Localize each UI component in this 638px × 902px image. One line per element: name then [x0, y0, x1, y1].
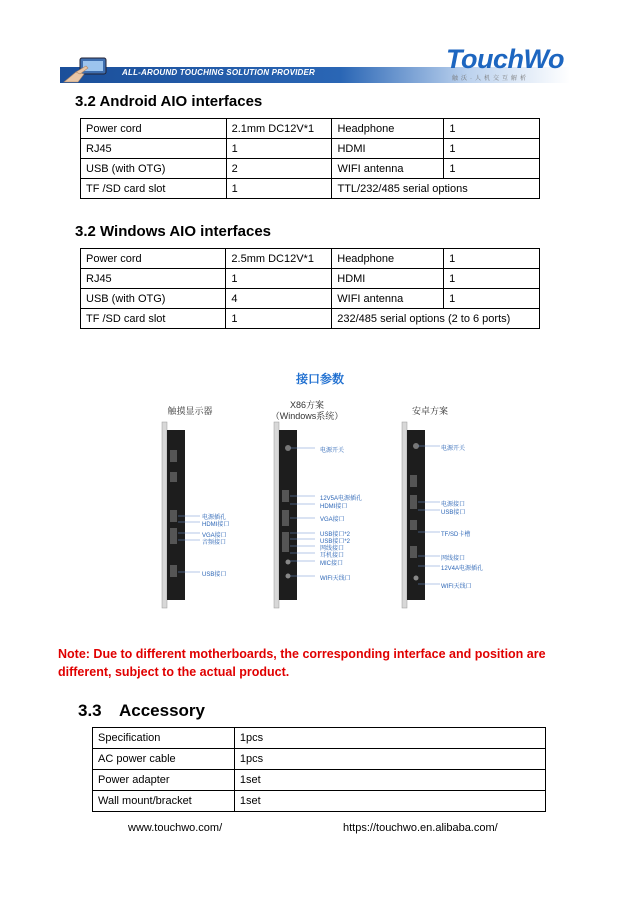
table-cell: 1: [444, 269, 540, 289]
table-cell: USB (with OTG): [81, 289, 226, 309]
table-cell: 1: [444, 289, 540, 309]
table-row: [81, 179, 540, 199]
brand-logo-subtitle: 触沃·人机交互解析: [452, 76, 529, 82]
table-row: [81, 269, 540, 289]
table-row: [81, 289, 540, 309]
table-cell: TF /SD card slot: [81, 179, 227, 199]
table-cell: WIFI antenna: [332, 159, 444, 179]
table-cell: 2.1mm DC12V*1: [226, 119, 332, 139]
callout-left-4: 音频接口: [202, 540, 227, 546]
callout-mid-3: HDMI接口: [320, 504, 348, 510]
callout-mid-10: WIFI天线口: [320, 576, 351, 582]
footer-website-link[interactable]: www.touchwo.com/: [128, 822, 223, 834]
panel-mid-label-1: X86方案: [289, 400, 324, 410]
table-cell: 1: [226, 139, 332, 159]
table-cell: HDMI: [332, 269, 444, 289]
table-cell: TF /SD card slot: [81, 309, 226, 329]
touch-hand-icon: [62, 54, 118, 84]
table-cell: 232/485 serial options (2 to 6 ports): [332, 309, 540, 329]
callout-right-6: 12V4A电源插孔: [441, 566, 484, 572]
middle-device-panel: [274, 422, 315, 608]
right-device-panel: [402, 422, 440, 608]
table-row: [93, 791, 546, 812]
callout-right-5: 网线接口: [441, 556, 466, 562]
callout-mid-6: USB接口*2: [320, 539, 351, 545]
android-interfaces-table: [80, 118, 540, 199]
callout-left-5: USB接口: [202, 572, 227, 578]
table-cell: WIFI antenna: [332, 289, 444, 309]
callout-left-3: VGA接口: [202, 533, 227, 539]
header-tagline: ALL-AROUND TOUCHING SOLUTION PROVIDER: [122, 68, 316, 77]
callout-left-1: 电源插孔: [202, 515, 227, 521]
table-cell: 4: [226, 289, 332, 309]
table-cell: 1pcs: [234, 728, 545, 749]
accessory-section-title: Accessory: [119, 701, 206, 720]
table-cell: 1: [226, 309, 332, 329]
brand-logo: TouchWo: [446, 44, 564, 74]
table-cell: 1: [444, 139, 540, 159]
accessory-table: [92, 727, 546, 812]
callout-right-4: TF/SD卡槽: [441, 532, 471, 538]
table-cell: Power adapter: [93, 770, 235, 791]
android-section-title: 3.2 Android AIO interfaces: [75, 93, 263, 110]
callout-right-1: 电源开关: [441, 446, 466, 452]
table-row: [81, 249, 540, 269]
table-row: [81, 119, 540, 139]
table-cell: 1: [444, 159, 540, 179]
table-cell: Wall mount/bracket: [93, 791, 235, 812]
callout-right-3: USB接口: [441, 510, 466, 516]
table-row: [81, 159, 540, 179]
callout-mid-2: 12V5A电源插孔: [320, 496, 363, 502]
table-row: [93, 728, 546, 749]
table-cell: RJ45: [81, 139, 227, 159]
table-cell: 1pcs: [234, 749, 545, 770]
table-row: [81, 309, 540, 329]
table-cell: 1: [444, 249, 540, 269]
table-row: [81, 139, 540, 159]
table-cell: 2.5mm DC12V*1: [226, 249, 332, 269]
table-cell: 1: [226, 179, 332, 199]
table-cell: RJ45: [81, 269, 226, 289]
panel-right-label: 安卓方案: [411, 406, 448, 416]
table-cell: 1: [226, 269, 332, 289]
table-cell: Headphone: [332, 119, 444, 139]
table-cell: Specification: [93, 728, 235, 749]
table-cell: 2: [226, 159, 332, 179]
motherboard-note: Note: Due to different motherboards, the corresponding interface and position are different, subject to the actual product.: [58, 647, 546, 679]
table-row: [93, 749, 546, 770]
table-cell: Power cord: [81, 119, 227, 139]
footer-alibaba-link[interactable]: https://touchwo.en.alibaba.com/: [343, 822, 498, 834]
callout-mid-8: 耳机接口: [320, 553, 345, 559]
callout-mid-7: 网线接口: [320, 546, 345, 552]
callout-left-2: HDMI接口: [202, 522, 230, 528]
table-cell: Headphone: [332, 249, 444, 269]
callout-right-2: 电源接口: [441, 502, 466, 508]
windows-interfaces-table: [80, 248, 540, 329]
accessory-section-number: 3.3: [78, 701, 102, 720]
table-cell: TTL/232/485 serial options: [332, 179, 540, 199]
table-cell: 1set: [234, 791, 545, 812]
callout-mid-9: MIC接口: [320, 561, 343, 567]
table-cell: 1: [444, 119, 540, 139]
windows-section-title: 3.2 Windows AIO interfaces: [75, 223, 272, 240]
table-cell: HDMI: [332, 139, 444, 159]
table-cell: USB (with OTG): [81, 159, 227, 179]
table-cell: Power cord: [81, 249, 226, 269]
panel-left-label: 触摸显示器: [167, 406, 213, 416]
callout-mid-5: USB接口*2: [320, 532, 351, 538]
table-cell: AC power cable: [93, 749, 235, 770]
callout-mid-4: VGA接口: [320, 517, 345, 523]
figure-title: 接口参数: [296, 372, 345, 386]
table-cell: 1set: [234, 770, 545, 791]
callout-right-7: WIFI天线口: [441, 584, 472, 590]
table-row: [93, 770, 546, 791]
panel-mid-label-2: （Windows系统）: [270, 411, 344, 421]
callout-mid-1: 电源开关: [320, 448, 345, 454]
left-device-panel: [162, 422, 200, 608]
